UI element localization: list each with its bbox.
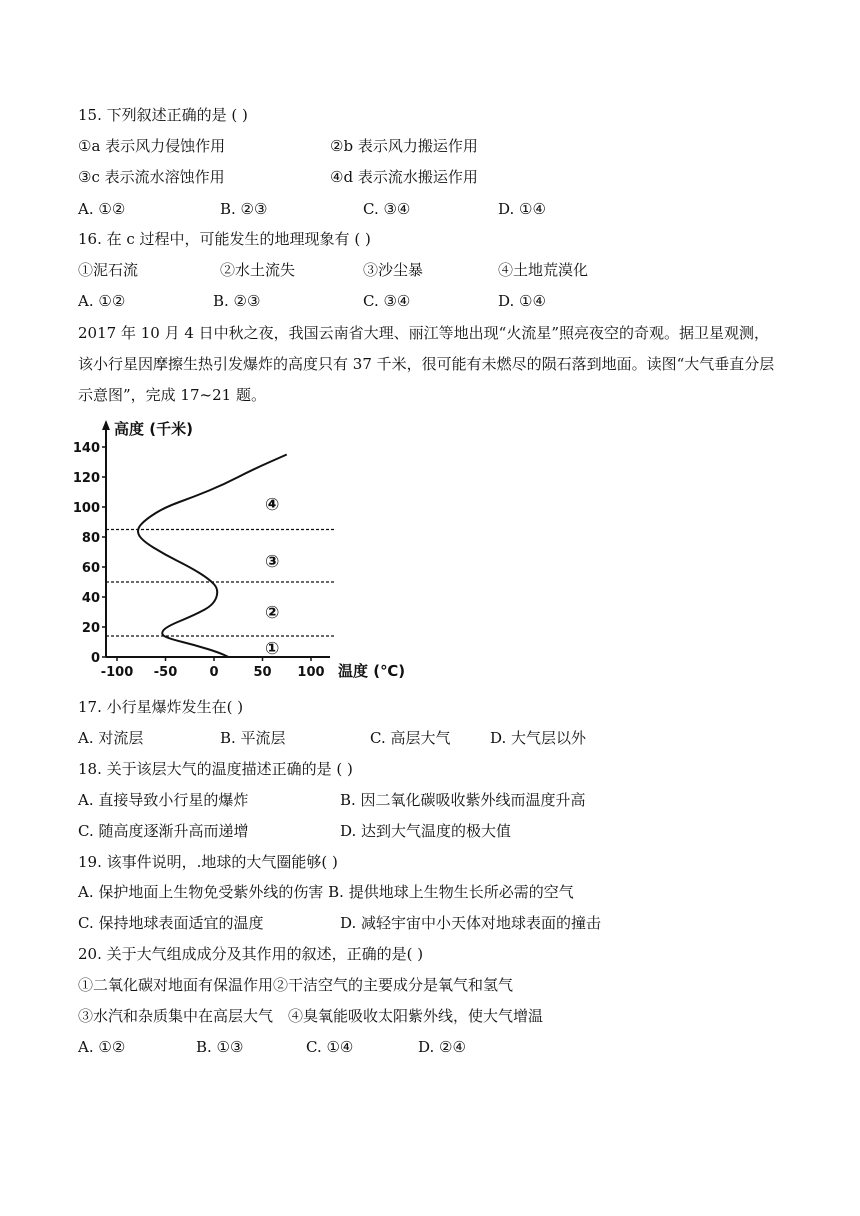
y-tick-label: 80 [81, 531, 100, 546]
y-tick-label: 0 [90, 651, 100, 666]
q18-stem: 18. 关于该层大气的温度描述正确的是 ( ) [78, 760, 353, 778]
y-tick-label: 60 [81, 561, 100, 576]
q17-option-a: A. 对流层 [78, 729, 144, 747]
q18-option-c: C. 随高度逐渐升高而递增 [78, 822, 249, 840]
q15-statement-row-2 [78, 167, 478, 187]
q16-option-a: A. ①② [78, 292, 126, 310]
q19-option-c: C. 保持地球表面适宜的温度 [78, 914, 264, 932]
q20-option-a: A. ①② [78, 1038, 126, 1056]
q15-stem: 15. 下列叙述正确的是 ( ) [78, 106, 248, 124]
layer-label: ④ [264, 495, 280, 515]
passage: 2017 年 10 月 4 日中秋之夜，我国云南省大理、丽江等地出现“火流星”照亮夜空的奇观。据卫星观测，该小行星因摩擦生热引发爆炸的高度只有 37 千米，很可能有未燃尽的陨石落到地面。读图“大气垂直分层示意图”，完成 17~21 题。 [78, 324, 775, 404]
q19-stem: 19. 该事件说明，.地球的大气圈能够( ) [78, 853, 338, 871]
q16-stem: 16. 在 c 过程中，可能发生的地理现象有 ( ) [78, 230, 371, 248]
q19-option-d: D. 减轻宇宙中小天体对地球表面的撞击 [340, 914, 602, 932]
q20-stem: 20. 关于大气组成成分及其作用的叙述，正确的是( ) [78, 945, 424, 963]
q17-stem: 17. 小行星爆炸发生在( ) [78, 698, 244, 716]
y-tick-label: 140 [72, 441, 100, 456]
q16-option-c: C. ③④ [363, 292, 411, 310]
x-tick-label: 0 [209, 665, 219, 680]
q16-statement-3: ③沙尘暴 [363, 261, 424, 279]
x-axis-label: 温度 (℃) [338, 662, 406, 680]
y-axis-arrow [102, 420, 110, 430]
q20-statements-3-4: ③水汽和杂质集中在高层大气 ④臭氧能吸收太阳紫外线，使大气增温 [78, 1007, 544, 1025]
tick-labels [73, 441, 325, 680]
q20-option-d: D. ②④ [418, 1038, 466, 1056]
q17-option-c: C. 高层大气 [370, 729, 451, 747]
q16-statement-2: ②水土流失 [220, 261, 296, 279]
x-tick-label: 100 [297, 665, 325, 680]
q16-option-b: B. ②③ [213, 292, 261, 310]
q15-option-a: A. ①② [78, 200, 126, 218]
q15-option-b: B. ②③ [220, 200, 268, 218]
q18-option-b: B. 因二氧化碳吸收紫外线而温度升高 [340, 791, 586, 809]
x-tick-label: 50 [253, 665, 272, 680]
q20-statements-1-2: ①二氧化碳对地面有保温作用②干洁空气的主要成分是氧气和氢气 [78, 976, 514, 994]
q15-statement-4: ④d 表示流水搬运作用 [330, 168, 478, 186]
layer-labels [265, 495, 279, 659]
layer-boundaries [106, 530, 335, 637]
q20-option-b: B. ①③ [196, 1038, 244, 1056]
q15-statement-1: ①a 表示风力侵蚀作用 [78, 137, 226, 155]
y-tick-label: 100 [72, 501, 100, 516]
q15-statement-3: ③c 表示流水溶蚀作用 [78, 168, 225, 186]
atmosphere-layers-chart [72, 412, 420, 684]
x-tick-label: -100 [100, 665, 134, 680]
q16-statement-4: ④土地荒漠化 [498, 261, 589, 279]
layer-label: ③ [264, 552, 280, 572]
q20-option-c: C. ①④ [306, 1038, 354, 1056]
x-tick-label: -50 [153, 665, 178, 680]
y-tick-label: 20 [81, 621, 100, 636]
y-axis-label: 高度 (千米) [114, 420, 193, 438]
q19-option-ab: A. 保护地面上生物免受紫外线的伤害 B. 提供地球上生物生长所必需的空气 [78, 883, 574, 901]
q16-option-d: D. ①④ [498, 292, 546, 310]
y-tick-label: 120 [72, 471, 100, 486]
q17-option-b: B. 平流层 [220, 729, 286, 747]
y-tick-label: 40 [81, 591, 100, 606]
chart-axes [102, 420, 330, 657]
q15-option-d: D. ①④ [498, 200, 546, 218]
layer-label: ① [264, 639, 280, 659]
q17-option-d: D. 大气层以外 [490, 729, 587, 747]
q18-option-a: A. 直接导致小行星的爆炸 [78, 791, 249, 809]
layer-label: ② [264, 603, 280, 623]
q18-option-d: D. 达到大气温度的极大值 [340, 822, 512, 840]
q16-statement-1: ①泥石流 [78, 261, 139, 279]
q15-statement-row-1 [78, 136, 478, 156]
q15-option-c: C. ③④ [363, 200, 411, 218]
q15-statement-2: ②b 表示风力搬运作用 [330, 137, 478, 155]
